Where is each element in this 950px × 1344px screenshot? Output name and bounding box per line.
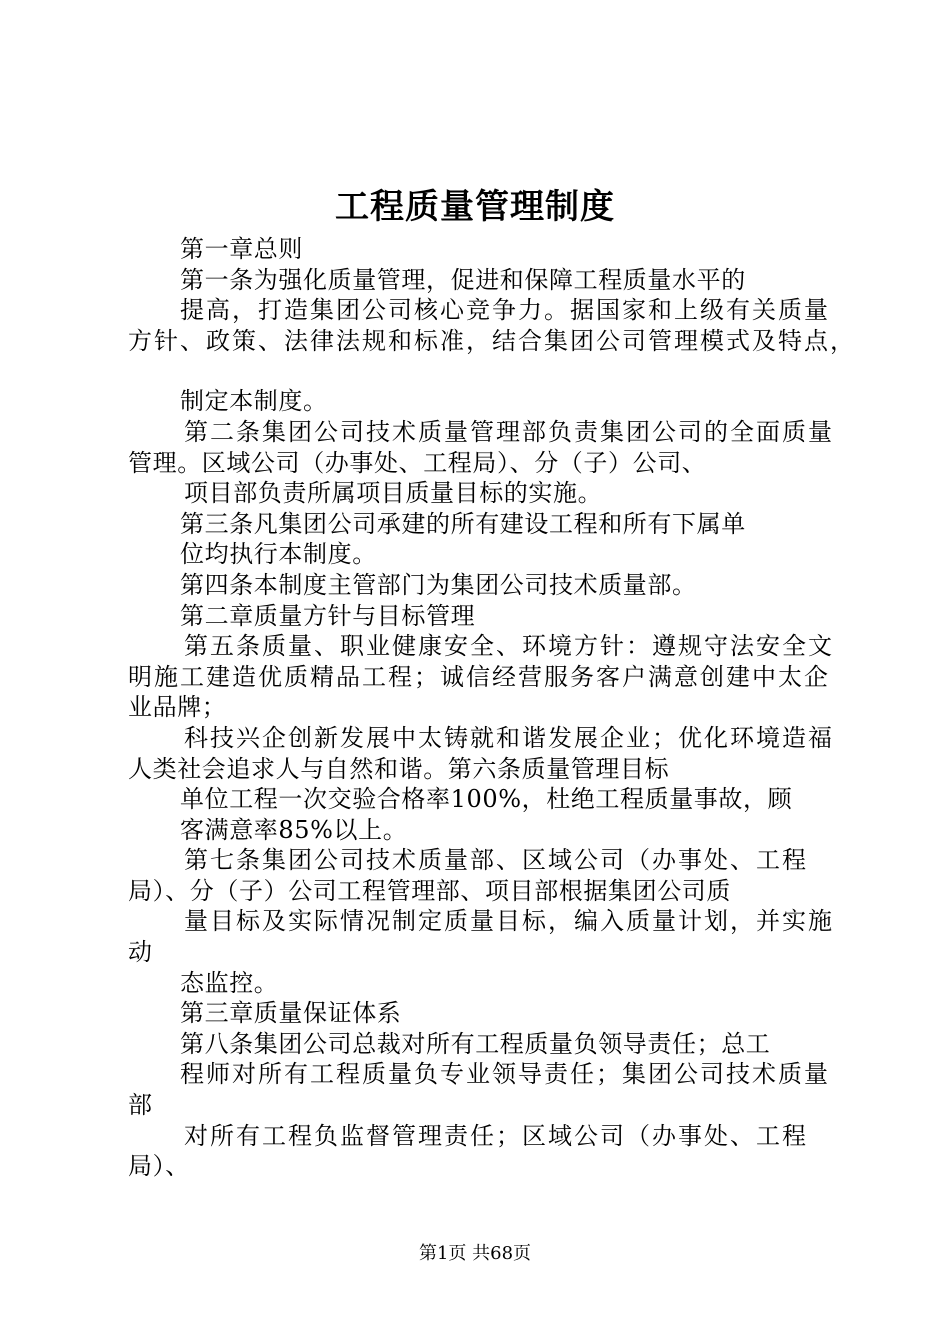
- paragraph-line: 业品牌；: [128, 693, 227, 722]
- paragraph-line: 第八条集团公司总裁对所有工程质量负领导责任；总工: [180, 1029, 771, 1058]
- paragraph-line: 第七条集团公司技术质量部、区域公司（办事处、工程: [184, 846, 808, 875]
- document-title: 工程质量管理制度: [335, 187, 615, 227]
- chapter-heading: 第一章总则: [180, 235, 303, 263]
- blank-line: [128, 356, 838, 386]
- paragraph-line: 人类社会追求人与自然和谐。第六条质量管理目标: [128, 754, 670, 783]
- paragraph-line: 明施工建造优质精品工程；诚信经营服务客户满意创建中太企: [128, 662, 830, 691]
- paragraph-line: 位均执行本制度。: [180, 540, 377, 569]
- paragraph-line: 态监控。: [180, 968, 279, 997]
- document-body: [128, 234, 856, 1182]
- paragraph-line: 局）、分（子）公司工程管理部、项目部根据集团公司质: [128, 876, 731, 905]
- paragraph-line: 方针、政策、法律法规和标准，结合集团公司管理模式及特点，: [128, 326, 856, 355]
- paragraph-line: 科技兴企创新发展中太铸就和谐发展企业；优化环境造福: [184, 723, 834, 752]
- paragraph-line: 第一条为强化质量管理，促进和保障工程质量水平的: [180, 265, 746, 294]
- paragraph-line: 第二条集团公司技术质量管理部负责集团公司的全面质量: [184, 417, 834, 446]
- paragraph-line: 管理。区域公司（办事处、工程局）、分（子）公司、: [128, 448, 707, 477]
- paragraph-line: 客满意率85%以上。: [180, 815, 408, 844]
- paragraph-line: 局）、: [128, 1152, 190, 1181]
- paragraph-line: 单位工程一次交验合格率100%，杜绝工程质量事故，顾: [180, 785, 793, 814]
- paragraph-line: 程师对所有工程质量负专业领导责任；集团公司技术质量: [180, 1060, 830, 1089]
- page-number-footer: 第1页 共68页: [418, 1243, 532, 1264]
- paragraph-line: 项目部负责所属项目质量目标的实施。: [184, 479, 603, 508]
- paragraph-line: 第三条凡集团公司承建的所有建设工程和所有下属单: [180, 509, 746, 538]
- paragraph-line: 第五条质量、职业健康安全、环境方针：遵规守法安全文: [184, 632, 834, 661]
- paragraph-line: 对所有工程负监督管理责任；区域公司（办事处、工程: [184, 1121, 808, 1150]
- paragraph-line: 制定本制度。: [180, 387, 328, 416]
- chapter-heading: 第三章质量保证体系: [180, 999, 402, 1028]
- paragraph-line: 部: [128, 1091, 153, 1120]
- paragraph-line: 量目标及实际情况制定质量目标，编入质量计划，并实施: [184, 907, 834, 936]
- paragraph-line: 第四条本制度主管部门为集团公司技术质量部。: [180, 570, 697, 599]
- paragraph-line: 提高，打造集团公司核心竞争力。据国家和上级有关质量: [180, 296, 830, 325]
- chapter-heading: 第二章质量方针与目标管理: [180, 601, 476, 630]
- paragraph-line: 动: [128, 938, 153, 967]
